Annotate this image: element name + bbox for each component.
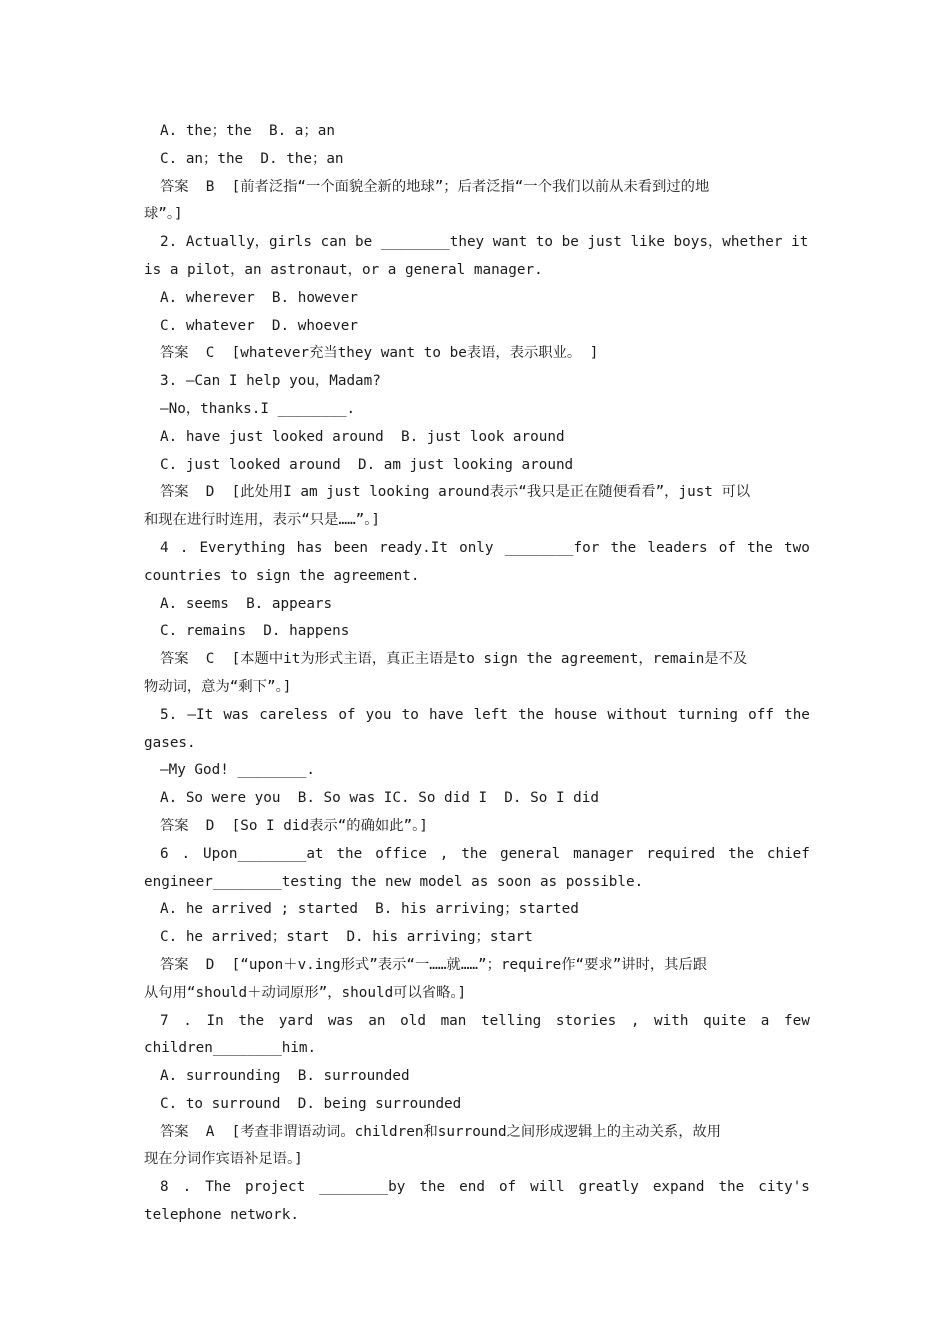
word: ________for: [504, 539, 600, 556]
text-line: C. just looked around D. am just looking around: [160, 456, 574, 473]
word: The: [205, 1179, 232, 1196]
text-line: countries to sign the agreement.: [144, 567, 420, 584]
word: house: [554, 706, 598, 723]
word: expand: [652, 1179, 705, 1196]
word: was: [327, 1012, 354, 1029]
text-line: 从句用“should＋动词原形”，should可以省略。]: [144, 984, 467, 1001]
text-line: 答案 C [whatever充当they want to be表语，表示职业。 ]: [160, 345, 599, 362]
word: project: [245, 1179, 306, 1196]
word: chief: [766, 845, 810, 862]
word: quite: [703, 1012, 747, 1029]
word: turning: [677, 706, 738, 723]
text-line: engineer________testing the new model as soon as possible.: [144, 873, 644, 890]
word: was: [223, 706, 250, 723]
text-line: C. whatever D. whoever: [160, 317, 358, 334]
text-line: 球”。]: [144, 206, 183, 223]
text-line: 物动词，意为“剩下”。]: [144, 678, 292, 695]
text-line: 答案 D [So I did表示“的确如此”。]: [160, 817, 428, 834]
word: leaders: [647, 539, 708, 556]
word: 4: [160, 539, 169, 556]
word: the: [461, 845, 488, 862]
text-line: C. he arrived；start D. his arriving；start: [160, 929, 533, 946]
word: ________by: [319, 1179, 406, 1196]
word: of: [718, 539, 736, 556]
text-line: 答案 D [此处用I am just looking around表示“我只是正在随便看看”，just 可以: [160, 484, 751, 501]
word: man: [440, 1012, 467, 1029]
text-line: 答案 B [前者泛指“一个面貌全新的地球”；后者泛指“一个我们以前从未看到过的地: [160, 178, 710, 195]
text-line: —No，thanks.I ________.: [160, 400, 356, 417]
word: left: [473, 706, 509, 723]
text-line: A. he arrived ; started B. his arriving；started: [160, 901, 579, 918]
text-line: [0, 535, 950, 563]
word: the: [747, 539, 773, 556]
text-line: telephone network.: [144, 1207, 299, 1224]
word: .: [181, 845, 191, 862]
word: will: [530, 1179, 565, 1196]
text-line: [0, 702, 950, 730]
word: the: [336, 845, 363, 862]
text-line: C. an；the D. the；an: [160, 150, 344, 167]
word: 6: [160, 845, 169, 862]
word: a: [760, 1012, 770, 1029]
word: ,: [630, 1012, 640, 1029]
word: Everything: [199, 539, 286, 556]
word: .: [183, 1012, 192, 1029]
text-line: 3. —Can I help you，Madam?: [160, 373, 381, 390]
word: the: [518, 706, 544, 723]
text-line: 答案 C [本题中it为形式主语，真正主语是to sign the agreement，remain是不及: [160, 651, 748, 668]
text-line: A. surrounding B. surrounded: [160, 1068, 410, 1085]
word: the: [784, 706, 810, 723]
word: you: [365, 706, 392, 723]
text-line: [0, 841, 950, 869]
text-line: A. have just looked around B. just look around: [160, 428, 565, 445]
word: an: [368, 1012, 386, 1029]
word: have: [429, 706, 464, 723]
text-line: —My God! ________.: [160, 762, 315, 779]
word: stories: [555, 1012, 617, 1029]
word: —It: [187, 706, 214, 723]
word: without: [607, 706, 668, 723]
word: .: [182, 1179, 192, 1196]
text-line: [0, 1008, 950, 1036]
text-line: 答案 A [考查非谓语动词。children和surround之间形成逻辑上的主动关系，故用: [160, 1123, 722, 1140]
word: yard: [278, 1012, 314, 1029]
word: general: [500, 845, 561, 862]
word: end: [459, 1179, 485, 1196]
word: the: [728, 845, 754, 862]
word: to: [401, 706, 419, 723]
word: off: [748, 706, 774, 723]
text-line: 和现在进行时连用，表示“只是……”。]: [144, 512, 381, 529]
word: greatly: [578, 1179, 639, 1196]
word: Upon________at: [203, 845, 324, 862]
word: the: [610, 539, 637, 556]
word: old: [400, 1012, 426, 1029]
text-line: A. the；the B. a；an: [160, 123, 335, 139]
text-line: A. seems B. appears: [160, 595, 333, 612]
word: manager: [573, 845, 634, 862]
document-page: [0, 118, 950, 1230]
word: telling: [481, 1012, 542, 1029]
text-line: is a pilot，an astronaut，or a general manager.: [144, 261, 543, 278]
word: of: [338, 706, 356, 723]
word: ,: [439, 845, 449, 862]
word: ready.It: [379, 539, 448, 556]
word: 5.: [160, 706, 178, 723]
word: with: [654, 1012, 689, 1029]
word: of: [498, 1179, 517, 1196]
text-line: A. So were you B. So was IC. So did I D. So I did: [160, 790, 599, 807]
word: 8: [160, 1179, 169, 1196]
word: been: [333, 539, 368, 556]
word: only: [459, 539, 494, 556]
text-line: gases.: [144, 734, 196, 751]
word: has: [296, 539, 323, 556]
word: few: [784, 1012, 810, 1029]
word: required: [646, 845, 716, 862]
text-line: A. wherever B. however: [160, 289, 358, 306]
text-line: C. remains D. happens: [160, 623, 350, 640]
word: office: [375, 845, 427, 862]
text-line: 现在分词作宾语补足语。]: [144, 1151, 303, 1168]
word: city's: [758, 1179, 810, 1196]
word: In: [206, 1012, 224, 1029]
word: the: [238, 1012, 265, 1029]
text-line: 2. Actually，girls can be ________they want to be just like boys，whether it: [160, 234, 809, 251]
word: 7: [160, 1012, 169, 1029]
word: the: [419, 1179, 446, 1196]
text-line: C. to surround D. being surrounded: [160, 1095, 462, 1112]
text-line: [0, 1174, 950, 1202]
text-line: children________him.: [144, 1040, 317, 1057]
word: two: [784, 539, 810, 556]
word: the: [718, 1179, 745, 1196]
word: careless: [259, 706, 329, 723]
word: .: [179, 539, 189, 556]
text-line: 答案 D [“upon＋v.ing形式”表示“一……就……”；require作“要求”讲时，其后跟: [160, 956, 708, 973]
